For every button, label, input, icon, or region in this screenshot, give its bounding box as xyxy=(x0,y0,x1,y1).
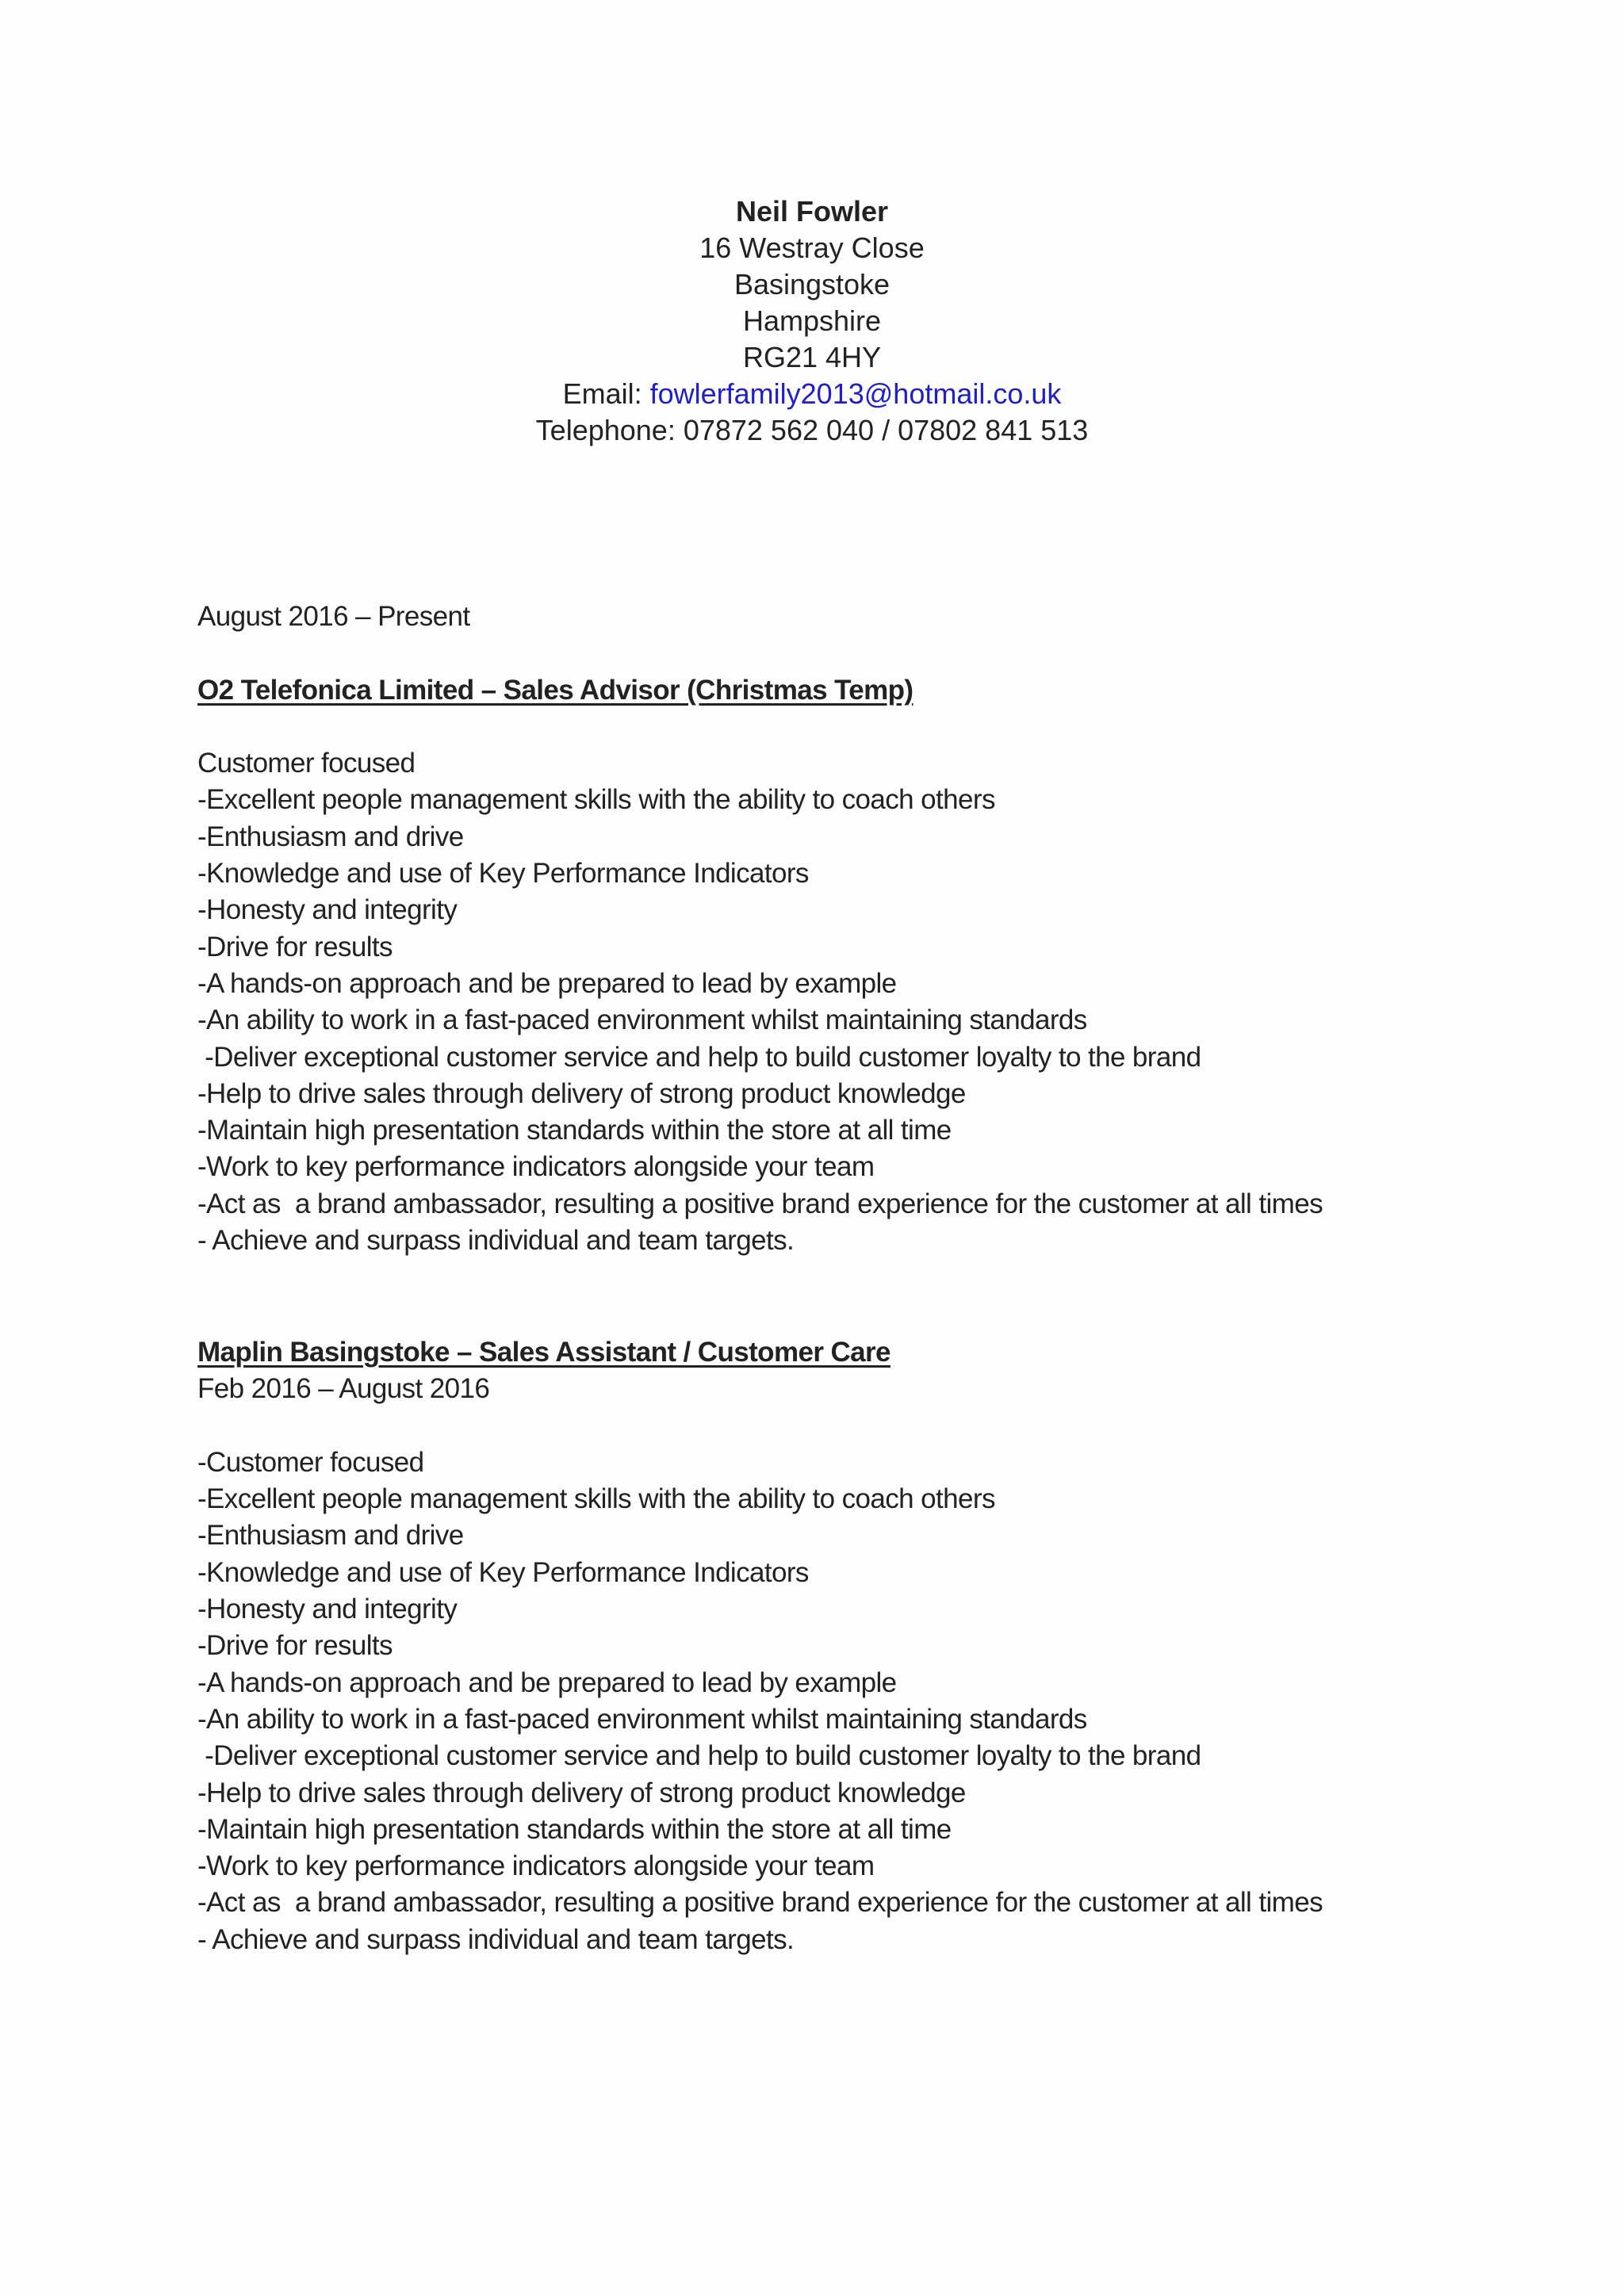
job-bullet-item: - Achieve and surpass individual and team targets. xyxy=(197,1225,795,1257)
job-bullet-item: -Excellent people management skills with the ability to coach others xyxy=(197,1483,995,1515)
job-bullet-item: -Act as a brand ambassador, resulting a positive brand experience for the customer at all times xyxy=(197,1887,1323,1919)
job-bullet-list xyxy=(197,782,1593,1259)
job-intro: Customer focused xyxy=(197,748,416,779)
address-county: Hampshire xyxy=(742,304,882,337)
job-dates: August 2016 – Present xyxy=(197,601,470,632)
job-section-maplin xyxy=(197,1334,1593,1958)
job-bullet-item: -Help to drive sales through delivery of strong product knowledge xyxy=(197,1777,966,1808)
job-bullet-item: -Knowledge and use of Key Performance Indicators xyxy=(197,858,809,890)
job-bullet-item: -Drive for results xyxy=(197,1630,393,1662)
job-bullet-item: -Excellent people management skills with the ability to coach others xyxy=(197,784,995,816)
job-bullet-item: -A hands-on approach and be prepared to lead by example xyxy=(197,1667,897,1698)
job-bullet-item: -Help to drive sales through delivery of strong product knowledge xyxy=(197,1077,966,1109)
job-bullet-item: -Knowledge and use of Key Performance Indicators xyxy=(197,1556,809,1588)
email-link[interactable]: fowlerfamily2013@hotmail.co.uk xyxy=(649,377,1062,410)
address-line: 16 Westray Close xyxy=(699,232,925,264)
job-bullet-item: -Deliver exceptional customer service and help to build customer loyalty to the brand xyxy=(197,1041,1201,1073)
job-title: O2 Telefonica Limited – Sales Advisor (Christmas Temp) xyxy=(197,674,914,706)
job-bullet-item: -Honesty and integrity xyxy=(197,894,458,926)
job-dates: Feb 2016 – August 2016 xyxy=(197,1373,490,1405)
job-intro: -Customer focused xyxy=(197,1446,424,1478)
job-bullet-item: -Enthusiasm and drive xyxy=(197,821,464,852)
job-title: Maplin Basingstoke – Sales Assistant / Customer Care xyxy=(197,1337,891,1368)
job-bullet-item: -A hands-on approach and be prepared to lead by example xyxy=(197,967,897,999)
job-bullet-item: - Achieve and surpass individual and team targets. xyxy=(197,1923,795,1955)
candidate-name: Neil Fowler xyxy=(735,195,889,228)
job-bullet-item: -Work to key performance indicators alongside your team xyxy=(197,1850,875,1882)
job-bullet-item: -Maintain high presentation standards within the store at all time xyxy=(197,1115,952,1146)
job-bullet-item: -Honesty and integrity xyxy=(197,1594,458,1625)
job-bullet-item: -Work to key performance indicators alongside your team xyxy=(197,1151,875,1183)
job-bullet-list xyxy=(197,1481,1593,1958)
job-bullet-item: -Enthusiasm and drive xyxy=(197,1520,464,1552)
contact-header xyxy=(0,193,1624,449)
job-bullet-item: -Maintain high presentation standards within the store at all time xyxy=(197,1813,952,1845)
job-bullet-item: -Drive for results xyxy=(197,931,393,962)
job-bullet-item: -An ability to work in a fast-paced environment whilst maintaining standards xyxy=(197,1004,1087,1036)
email-label: Email: xyxy=(562,377,650,410)
telephone-line: Telephone: 07872 562 040 / 07802 841 513 xyxy=(535,414,1089,446)
email-line xyxy=(0,376,1624,412)
address-postcode: RG21 4HY xyxy=(742,341,882,373)
job-section-o2 xyxy=(197,599,1593,1259)
job-bullet-item: -An ability to work in a fast-paced environment whilst maintaining standards xyxy=(197,1703,1087,1735)
address-town: Basingstoke xyxy=(733,268,891,300)
job-bullet-item: -Deliver exceptional customer service and help to build customer loyalty to the brand xyxy=(197,1740,1201,1772)
job-bullet-item: -Act as a brand ambassador, resulting a positive brand experience for the customer at all times xyxy=(197,1188,1323,1219)
